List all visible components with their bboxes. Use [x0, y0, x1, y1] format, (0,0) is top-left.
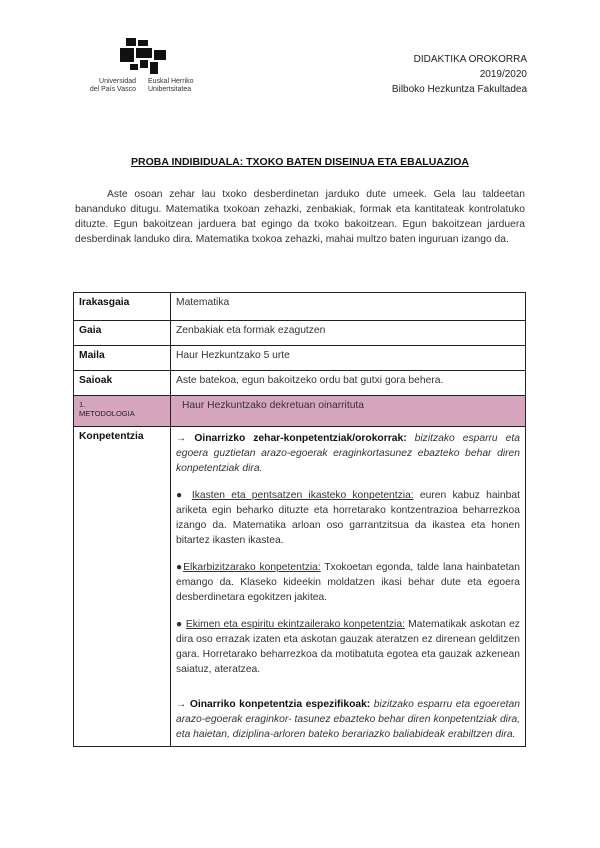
logo-text-spanish: Universidad del País Vasco — [89, 78, 136, 93]
university-logo — [70, 38, 240, 98]
competence-item — [176, 488, 520, 548]
course-header — [392, 52, 527, 97]
competence-item-text: Txokoetan egonda, talde lana hainbatetan emango da. Klaseko kideekin moldatzen ikasi behar dute eta egoera desberdinetara egokitzen jakitea. — [176, 562, 520, 603]
table-row — [74, 346, 526, 371]
methodology-number: 1. — [79, 400, 86, 409]
methodology-label — [74, 396, 171, 427]
course-name: DIDAKTIKA OROKORRA — [413, 54, 527, 65]
competence-label: Konpetentzia — [74, 427, 171, 747]
methodology-title: METODOLOGIA — [79, 409, 135, 418]
competence-item — [176, 617, 520, 677]
intro-text: Aste osoan zehar lau txoko desberdinetan jarduko dute umeek. Gela lau taldeetan bananduko ditugu. Matematika txokoan zehazki, zenbakiak, formak eta kantitateak kontrolatuko dituzte. Egun bakoitzean jarduera bat egingo da txoko bakoitzean. Egun bakoitzean jarduera desberdinak landuko dira. Matematika txokoa zehazki, mahai multzo baten inguruan izango da. — [75, 189, 525, 245]
table-row — [74, 321, 526, 346]
table-row — [74, 293, 526, 321]
row-label: Saioak — [74, 371, 171, 396]
row-label: Irakasgaia — [74, 293, 171, 321]
competence-item — [176, 560, 520, 605]
arrow-icon: → — [176, 699, 187, 710]
logo-text-basque: Euskal Herriko Unibertsitatea — [148, 78, 194, 93]
methodology-value: Haur Hezkuntzako dekretuan oinarrituta — [171, 396, 526, 427]
row-value: Haur Hezkuntzako 5 urte — [171, 346, 526, 371]
row-value: Zenbakiak eta formak ezagutzen — [171, 321, 526, 346]
faculty-name: Bilboko Hezkuntza Fakultadea — [391, 84, 527, 95]
general-competences — [176, 431, 520, 476]
intro-paragraph — [75, 187, 525, 247]
row-value: Aste batekoa, egun bakoitzeko ordu bat gutxi gora behera. — [171, 371, 526, 396]
competence-item-text: Matematikak askotan ez dira oso errazak izaten eta askotan gauzak ateratzen ez direnean gelditzen gara. Horretarako beharrezkoa da motibatuta egotea eta gauzak azkenean saiatuz, ateratzea. — [176, 619, 520, 675]
competence-row — [74, 427, 526, 747]
specific-competences — [176, 697, 520, 742]
document-title: PROBA INDIBIDUALA: TXOKO BATEN DISEINUA ETA EBALUAZIOA — [131, 156, 469, 168]
lesson-plan-table — [73, 292, 526, 747]
row-value: Matematika — [171, 293, 526, 321]
arrow-icon: → — [176, 433, 187, 444]
methodology-row — [74, 396, 526, 427]
general-competences-title: Oinarrizko zehar-konpetentziak/orokorrak: — [194, 433, 407, 444]
bullet-icon: ● — [176, 490, 186, 501]
upv-ehu-emblem-icon — [120, 38, 176, 76]
table-row — [74, 371, 526, 396]
competence-content — [171, 427, 526, 747]
competence-item-title: Elkarbizitzarako konpetentzia: — [183, 562, 321, 573]
row-label: Maila — [74, 346, 171, 371]
specific-competences-title: Oinarriko konpetentzia espezifikoak: — [189, 699, 371, 710]
bullet-icon: ● — [176, 562, 184, 573]
row-label: Gaia — [74, 321, 171, 346]
competence-item-title: Ikasten eta pentsatzen ikasteko konpetentzia: — [191, 490, 414, 501]
bullet-icon: ● — [176, 619, 183, 630]
competence-item-title: Ekimen eta espiritu ekintzailerako konpetentzia: — [185, 619, 405, 630]
academic-year: 2019/2020 — [479, 69, 527, 80]
specific-competences-text: bizitzako esparru eta egoeretan arazo-egoerak eraginkor- tasunez ebazteko behar diren konpetentziak dira, eta haietan, diziplina-arloren bateko berariazko baliabideak erabiltzen dira. — [176, 699, 520, 740]
competence-item-text: euren kabuz hainbat ariketa egin beharko dituzte eta horretarako kontzentrazioa beharrezkoa izango da. Matematika arloan oso garrantzitsua da ikastea eta honen bitartez ikasten ikastea. — [176, 490, 520, 546]
general-competences-text: bizitzako esparru eta egoera guztietan arazo-egoerak eraginkortasunez ebazteko behar diren konpetentziak dira. — [176, 433, 520, 474]
